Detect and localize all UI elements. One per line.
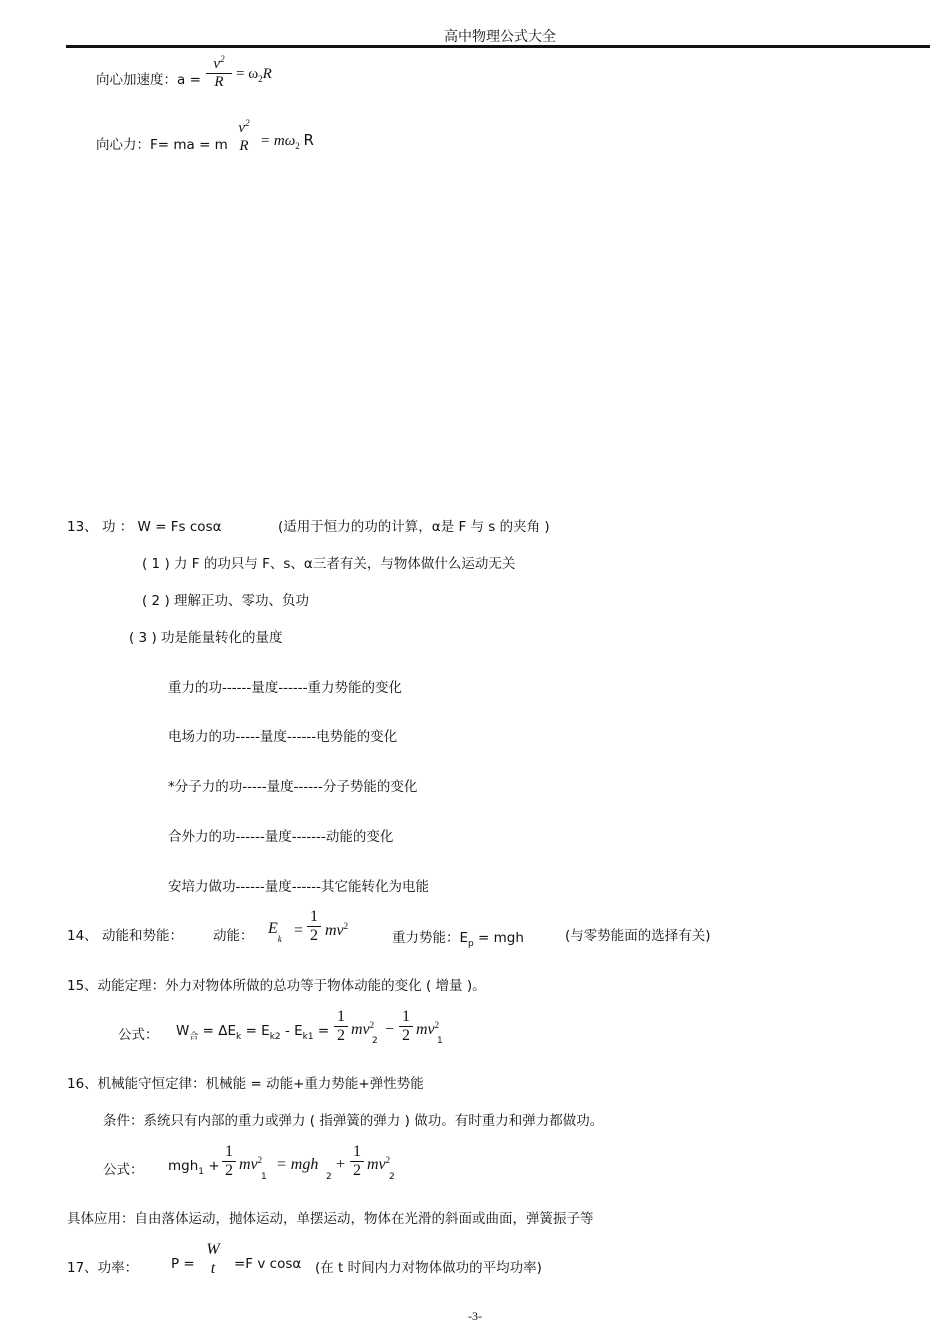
mgh1-term — [168, 1158, 220, 1177]
s13-point-2: ( 2 ) 理解正功、零功、负功 — [142, 593, 309, 609]
half-fraction — [307, 908, 321, 945]
work-energy-item: 安培力做功------量度------其它能转化为电能 — [168, 879, 429, 895]
s13-heading: 13、 功 ： W = Fs cosα — [67, 519, 222, 535]
s14-heading: 14、 动能和势能： — [67, 928, 183, 944]
s16-applications: 具体应用：自由落体运动，抛体运动，单摆运动，物体在光滑的斜面或曲面，弹簧振子等 — [67, 1211, 594, 1227]
mv-exponent: 2 — [434, 1020, 440, 1030]
s14-note: (与零势能面的选择有关) — [565, 928, 711, 944]
power-numerator: W — [206, 1241, 220, 1258]
ep-subscript: p — [468, 939, 474, 949]
ek-subscript: k — [277, 934, 282, 944]
minus-sign: − — [385, 1021, 395, 1038]
work-subscript: 合 — [189, 1032, 199, 1042]
accel-radius: R — [262, 66, 272, 82]
mv-exponent: 2 — [369, 1020, 375, 1030]
accel-num-exponent: 2 — [220, 54, 225, 64]
delta-ek-subscript: k — [236, 1032, 242, 1042]
s13-note: (适用于恒力的功的计算，α是 F 与 s 的夹角 ) — [278, 519, 550, 535]
accel-denominator: R — [214, 74, 224, 90]
half-denominator: 2 — [337, 1027, 345, 1044]
force-num-exponent: 2 — [245, 118, 250, 128]
force-denominator: R — [239, 138, 249, 154]
centripetal-accel-rhs — [236, 66, 272, 83]
delta-ek: = ΔE — [202, 1023, 237, 1039]
mv-term: mv — [351, 1021, 370, 1038]
power-p-equals: P = — [171, 1256, 195, 1272]
ep-rhs: = mgh — [478, 930, 524, 946]
mv-exponent: 2 — [257, 1155, 263, 1165]
potential-energy — [392, 926, 524, 949]
mgh2-subscript: 2 — [326, 1172, 332, 1182]
plus-sign: + — [336, 1156, 346, 1173]
work-energy-item: 合外力的功------量度-------动能的变化 — [168, 829, 394, 845]
kinetic-energy-mv — [325, 922, 348, 940]
half-numerator: 1 — [310, 908, 318, 925]
ek2-subscript: k2 — [269, 1032, 281, 1042]
half-fraction — [399, 1008, 413, 1045]
work-energy-item: 电场力的功-----量度------电势能的变化 — [168, 729, 398, 745]
power-denominator: t — [210, 1260, 216, 1277]
accel-omega: = ω — [236, 66, 259, 82]
work-energy-item: 重力的功------量度------重力势能的变化 — [168, 680, 402, 696]
half-fraction — [334, 1008, 348, 1045]
s13-point-3: ( 3 ) 功是能量转化的量度 — [129, 630, 283, 646]
ek2: = E — [245, 1023, 270, 1039]
half-denominator: 2 — [353, 1162, 361, 1179]
centripetal-force-rhs — [260, 131, 314, 150]
initial-index: 1 — [437, 1036, 443, 1046]
s16-heading: 16、机械能守恒定律：机械能 = 动能+重力势能+弹性势能 — [67, 1076, 424, 1092]
mv-exponent: 2 — [343, 921, 349, 931]
mgh-term: mgh — [168, 1158, 199, 1174]
centripetal-force-fraction — [231, 120, 257, 155]
mv2-initial-term — [416, 1021, 439, 1039]
kinetic-energy-label: 动能： — [213, 928, 254, 944]
plus-sign: + — [208, 1158, 220, 1174]
centripetal-accel-label: 向心加速度：a = — [96, 72, 201, 88]
mv1-term — [239, 1156, 262, 1174]
mv2-subscript: 2 — [389, 1172, 395, 1182]
mv-term: mv — [239, 1156, 258, 1173]
ek-symbol: E — [268, 920, 278, 937]
work-symbol: W — [176, 1023, 190, 1039]
centripetal-accel-fraction — [206, 56, 232, 91]
equals-sign: = — [294, 922, 304, 939]
mv-term: mv — [325, 922, 344, 939]
mv-term: mv — [367, 1156, 386, 1173]
ep-label: 重力势能：E — [392, 930, 469, 946]
half-numerator: 1 — [337, 1008, 345, 1025]
work-energy-item: *分子力的功-----量度------分子势能的变化 — [168, 779, 418, 795]
s15-formula-label: 公式： — [118, 1027, 159, 1043]
half-denominator: 2 — [402, 1027, 410, 1044]
s15-formula-left — [176, 1023, 330, 1042]
power-fraction — [204, 1241, 222, 1278]
mv2-term — [367, 1156, 390, 1174]
half-fraction — [222, 1143, 236, 1180]
ek1-subscript: k1 — [302, 1032, 314, 1042]
mgh2-term: = mgh — [276, 1156, 319, 1173]
force-momega: = mω — [260, 133, 296, 149]
kinetic-energy-symbol — [268, 920, 282, 944]
s13-point-1: ( 1 ) 力 F 的功只与 F、s、α三者有关，与物体做什么运动无关 — [142, 556, 516, 572]
mgh-subscript: 1 — [198, 1167, 205, 1177]
page-number: -3- — [468, 1309, 482, 1323]
power-rhs: =F v cosα — [234, 1256, 302, 1272]
force-radius: R — [303, 131, 314, 149]
equals-sign: = — [317, 1023, 330, 1039]
half-numerator: 1 — [225, 1143, 233, 1160]
half-numerator: 1 — [402, 1008, 410, 1025]
ek1: - E — [284, 1023, 303, 1039]
s15-heading: 15、动能定理：外力对物体所做的总功等于物体动能的变化 ( 增量 )。 — [67, 978, 486, 994]
accel-omega-exp: 2 — [258, 74, 263, 84]
mv-term: mv — [416, 1021, 435, 1038]
s17-heading: 17、功率： — [67, 1260, 139, 1276]
half-denominator: 2 — [310, 927, 318, 944]
force-numerator: v — [238, 120, 246, 136]
mv-exponent: 2 — [385, 1155, 391, 1165]
s16-condition: 条件：系统只有内部的重力或弹力 ( 指弹簧的弹力 ) 做功。有时重力和弹力都做功。 — [103, 1113, 604, 1129]
s16-formula-label: 公式： — [103, 1162, 144, 1178]
half-numerator: 1 — [353, 1143, 361, 1160]
header-rule — [66, 45, 930, 48]
half-denominator: 2 — [225, 1162, 233, 1179]
centripetal-force-label: 向心力：F= ma = m — [96, 137, 228, 153]
accel-numerator: v — [213, 56, 221, 72]
half-fraction — [350, 1143, 364, 1180]
mv1-subscript: 1 — [261, 1172, 267, 1182]
mv2-final-term — [351, 1021, 374, 1039]
page-header-title: 高中物理公式大全 — [444, 29, 556, 45]
final-index: 2 — [372, 1036, 378, 1046]
s17-note: (在 t 时间内力对物体做功的平均功率) — [315, 1260, 542, 1276]
force-omega-exp: 2 — [295, 141, 300, 151]
